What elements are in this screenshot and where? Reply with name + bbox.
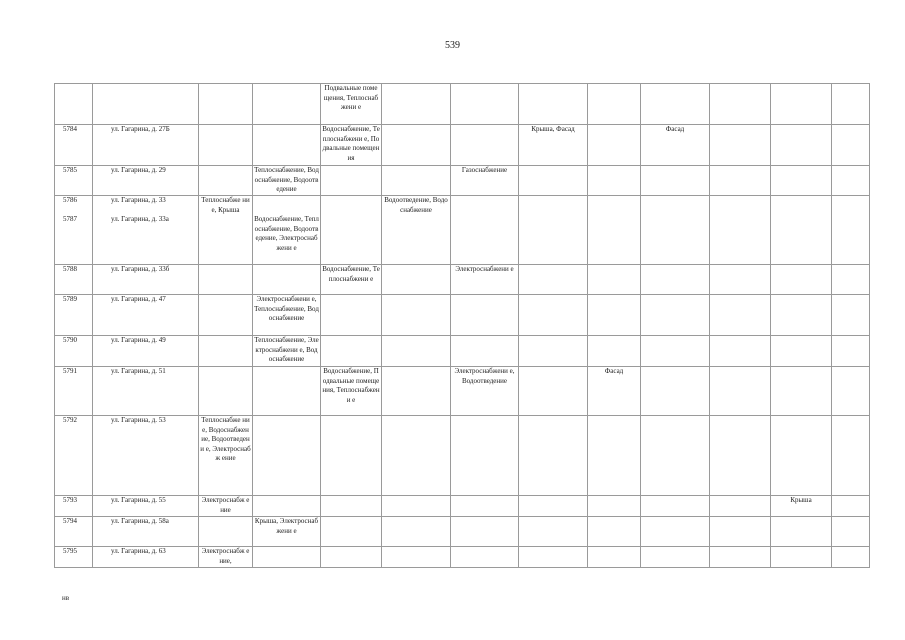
cell-work-6 [519, 265, 588, 295]
cell-work-1 [199, 336, 253, 367]
cell-work-4 [382, 196, 451, 265]
cell-work-11 [832, 517, 870, 547]
cell-work-4 [382, 496, 451, 517]
cell-work-4 [382, 295, 451, 336]
cell-work-5 [451, 125, 519, 166]
cell-work-3: Водоснабжение, Теплоснабжени е, Подвальные помещения [321, 125, 382, 166]
cell-work-3 [321, 295, 382, 336]
cell-work-11 [832, 196, 870, 265]
cell-work-11 [832, 125, 870, 166]
cell-work-1 [199, 166, 253, 196]
cell-work-1 [199, 265, 253, 295]
cell-work-7 [588, 416, 641, 496]
table-row [55, 295, 870, 336]
cell-work-9 [710, 547, 771, 568]
cell-work-1: Теплоснабже ние, Водоснабжен ие, Водоотведени е, Электроснабж ение [199, 416, 253, 496]
cell-work-6 [519, 295, 588, 336]
cell-work-9 [710, 416, 771, 496]
table-body [55, 84, 870, 568]
cell-work-10 [771, 517, 832, 547]
table-row [55, 547, 870, 568]
cell-text: Водоотведение, Водоснабжение [384, 196, 448, 214]
cell-work-2: Электроснабжени е, Теплоснабжение, Водоснабжение [253, 295, 321, 336]
table-row [55, 265, 870, 295]
table-row [55, 496, 870, 517]
cell-work-8: Фасад [641, 125, 710, 166]
cell-work-3 [321, 166, 382, 196]
cell-work-4 [382, 547, 451, 568]
cell-work-5: Электроснабжени е [451, 265, 519, 295]
table-row [55, 367, 870, 416]
cell-work-2: Теплоснабжение, Электроснабжени е, Водоснабжение [253, 336, 321, 367]
cell-work-10 [771, 84, 832, 125]
cell-work-7 [588, 84, 641, 125]
cell-work-11 [832, 166, 870, 196]
cell-number: 5792 [55, 416, 93, 496]
cell-work-10 [771, 166, 832, 196]
cell-address: ул. Гагарина, д. 29 [93, 166, 199, 196]
cell-work-6: Крыша, Фасад [519, 125, 588, 166]
cell-work-10 [771, 125, 832, 166]
cell-work-2 [253, 416, 321, 496]
cell-work-5 [451, 196, 519, 265]
cell-work-9 [710, 166, 771, 196]
cell-number: 5785 [55, 166, 93, 196]
cell-work-2: Крыша, Электроснабжени е [253, 517, 321, 547]
cell-work-9 [710, 336, 771, 367]
cell-work-1 [199, 517, 253, 547]
cell-work-1: Электроснабж ение [199, 496, 253, 517]
cell-work-7 [588, 125, 641, 166]
cell-work-9 [710, 125, 771, 166]
cell-number [55, 84, 93, 125]
cell-work-8 [641, 367, 710, 416]
cell-number: 5790 [55, 336, 93, 367]
cell-work-2 [253, 367, 321, 416]
cell-work-10 [771, 547, 832, 568]
cell-work-10 [771, 416, 832, 496]
cell-work-9 [710, 295, 771, 336]
cell-number: 5789 [55, 295, 93, 336]
cell-work-3: Подвальные помещения, Теплоснабжени е [321, 84, 382, 125]
cell-work-1 [199, 196, 253, 265]
cell-work-5 [451, 517, 519, 547]
cell-work-2 [253, 196, 321, 265]
cell-work-5 [451, 295, 519, 336]
cell-work-5: Электроснабжени е, Водоотведение [451, 367, 519, 416]
cell-number-5786: 5786 [63, 196, 77, 204]
cell-work-3 [321, 496, 382, 517]
cell-work-7 [588, 196, 641, 265]
cell-work-3 [321, 517, 382, 547]
cell-work-5 [451, 416, 519, 496]
repair-register-table [54, 83, 870, 568]
cell-work-8 [641, 517, 710, 547]
cell-work-11 [832, 547, 870, 568]
cell-work-10 [771, 295, 832, 336]
table-row [55, 166, 870, 196]
cell-work-10 [771, 336, 832, 367]
table-row [55, 84, 870, 125]
cell-address: ул. Гагарина, д. 51 [93, 367, 199, 416]
cell-work-3 [321, 196, 382, 265]
cell-work-8 [641, 336, 710, 367]
cell-work-10 [771, 367, 832, 416]
cell-number: 5794 [55, 517, 93, 547]
table-row [55, 336, 870, 367]
cell-work-8 [641, 166, 710, 196]
cell-address-5786: ул. Гагарина, д. 33 [111, 196, 166, 204]
cell-work-9 [710, 196, 771, 265]
cell-work-2 [253, 265, 321, 295]
cell-work-10 [771, 196, 832, 265]
cell-work-8 [641, 496, 710, 517]
cell-work-9 [710, 265, 771, 295]
cell-work-1 [199, 84, 253, 125]
cell-work-3: Водоснабжение, Теплоснабжени е [321, 265, 382, 295]
cell-work-5 [451, 336, 519, 367]
cell-work-5 [451, 547, 519, 568]
cell-work-7 [588, 265, 641, 295]
cell-work-5 [451, 496, 519, 517]
cell-work-6 [519, 496, 588, 517]
cell-work-11 [832, 84, 870, 125]
cell-work-5 [451, 84, 519, 125]
cell-work-6 [519, 336, 588, 367]
cell-work-11 [832, 416, 870, 496]
cell-work-6 [519, 547, 588, 568]
cell-text: Водоснабжение, Теплоснабжение, Водоотведение, Электроснабжени е [254, 215, 319, 252]
cell-number: 5793 [55, 496, 93, 517]
cell-address: ул. Гагарина, д. 49 [93, 336, 199, 367]
cell-work-3 [321, 336, 382, 367]
cell-number: 5791 [55, 367, 93, 416]
cell-work-3 [321, 416, 382, 496]
cell-work-7 [588, 336, 641, 367]
cell-work-8 [641, 295, 710, 336]
cell-address: ул. Гагарина, д. 53 [93, 416, 199, 496]
cell-address [93, 196, 199, 265]
cell-work-8 [641, 547, 710, 568]
page-number: 539 [445, 40, 460, 51]
cell-work-6 [519, 166, 588, 196]
cell-work-4 [382, 367, 451, 416]
cell-work-9 [710, 367, 771, 416]
footer-mark: нв [62, 594, 70, 602]
cell-work-1 [199, 125, 253, 166]
cell-work-6 [519, 84, 588, 125]
cell-work-11 [832, 336, 870, 367]
cell-number [55, 196, 93, 265]
cell-work-2 [253, 547, 321, 568]
cell-work-6 [519, 367, 588, 416]
cell-number: 5784 [55, 125, 93, 166]
cell-number-5787: 5787 [63, 214, 77, 223]
cell-work-5: Газоснабжение [451, 166, 519, 196]
cell-work-3: Водоснабжение, Подвальные помещения, Теплоснабжени е [321, 367, 382, 416]
cell-address: ул. Гагарина, д. 58а [93, 517, 199, 547]
cell-work-4 [382, 166, 451, 196]
cell-address: ул. Гагарина, д. 55 [93, 496, 199, 517]
cell-work-6 [519, 517, 588, 547]
cell-address [93, 84, 199, 125]
cell-address: ул. Гагарина, д. 33б [93, 265, 199, 295]
cell-work-7 [588, 547, 641, 568]
cell-work-4 [382, 265, 451, 295]
cell-work-11 [832, 295, 870, 336]
cell-work-7 [588, 166, 641, 196]
cell-work-4 [382, 416, 451, 496]
cell-work-11 [832, 367, 870, 416]
table-row [55, 416, 870, 496]
cell-work-4 [382, 336, 451, 367]
cell-work-8 [641, 84, 710, 125]
cell-work-7: Фасад [588, 367, 641, 416]
cell-address-5787: ул. Гагарина, д. 33а [111, 214, 169, 223]
table-row [55, 125, 870, 166]
cell-work-8 [641, 196, 710, 265]
cell-work-9 [710, 496, 771, 517]
cell-work-7 [588, 295, 641, 336]
cell-work-1: Электроснабж ение, [199, 547, 253, 568]
cell-work-4 [382, 84, 451, 125]
cell-number: 5795 [55, 547, 93, 568]
cell-work-2: Теплоснабжение, Водоснабжение, Водоотведение [253, 166, 321, 196]
cell-number: 5788 [55, 265, 93, 295]
cell-work-1 [199, 295, 253, 336]
cell-work-11 [832, 496, 870, 517]
cell-work-3 [321, 547, 382, 568]
table-row [55, 196, 870, 265]
cell-work-6 [519, 196, 588, 265]
cell-work-11 [832, 265, 870, 295]
cell-work-7 [588, 517, 641, 547]
cell-address: ул. Гагарина, д. 47 [93, 295, 199, 336]
cell-work-7 [588, 496, 641, 517]
cell-work-10 [771, 265, 832, 295]
table-row [55, 517, 870, 547]
cell-text: Теплоснабже ние, Крыша [201, 196, 250, 214]
cell-work-10: Крыша [771, 496, 832, 517]
cell-address: ул. Гагарина, д. 27Б [93, 125, 199, 166]
cell-work-8 [641, 416, 710, 496]
cell-work-2 [253, 125, 321, 166]
cell-work-6 [519, 416, 588, 496]
cell-work-1 [199, 367, 253, 416]
cell-address: ул. Гагарина, д. 63 [93, 547, 199, 568]
cell-work-4 [382, 517, 451, 547]
cell-work-9 [710, 84, 771, 125]
cell-work-2 [253, 496, 321, 517]
cell-work-9 [710, 517, 771, 547]
cell-work-8 [641, 265, 710, 295]
cell-work-4 [382, 125, 451, 166]
cell-work-2 [253, 84, 321, 125]
